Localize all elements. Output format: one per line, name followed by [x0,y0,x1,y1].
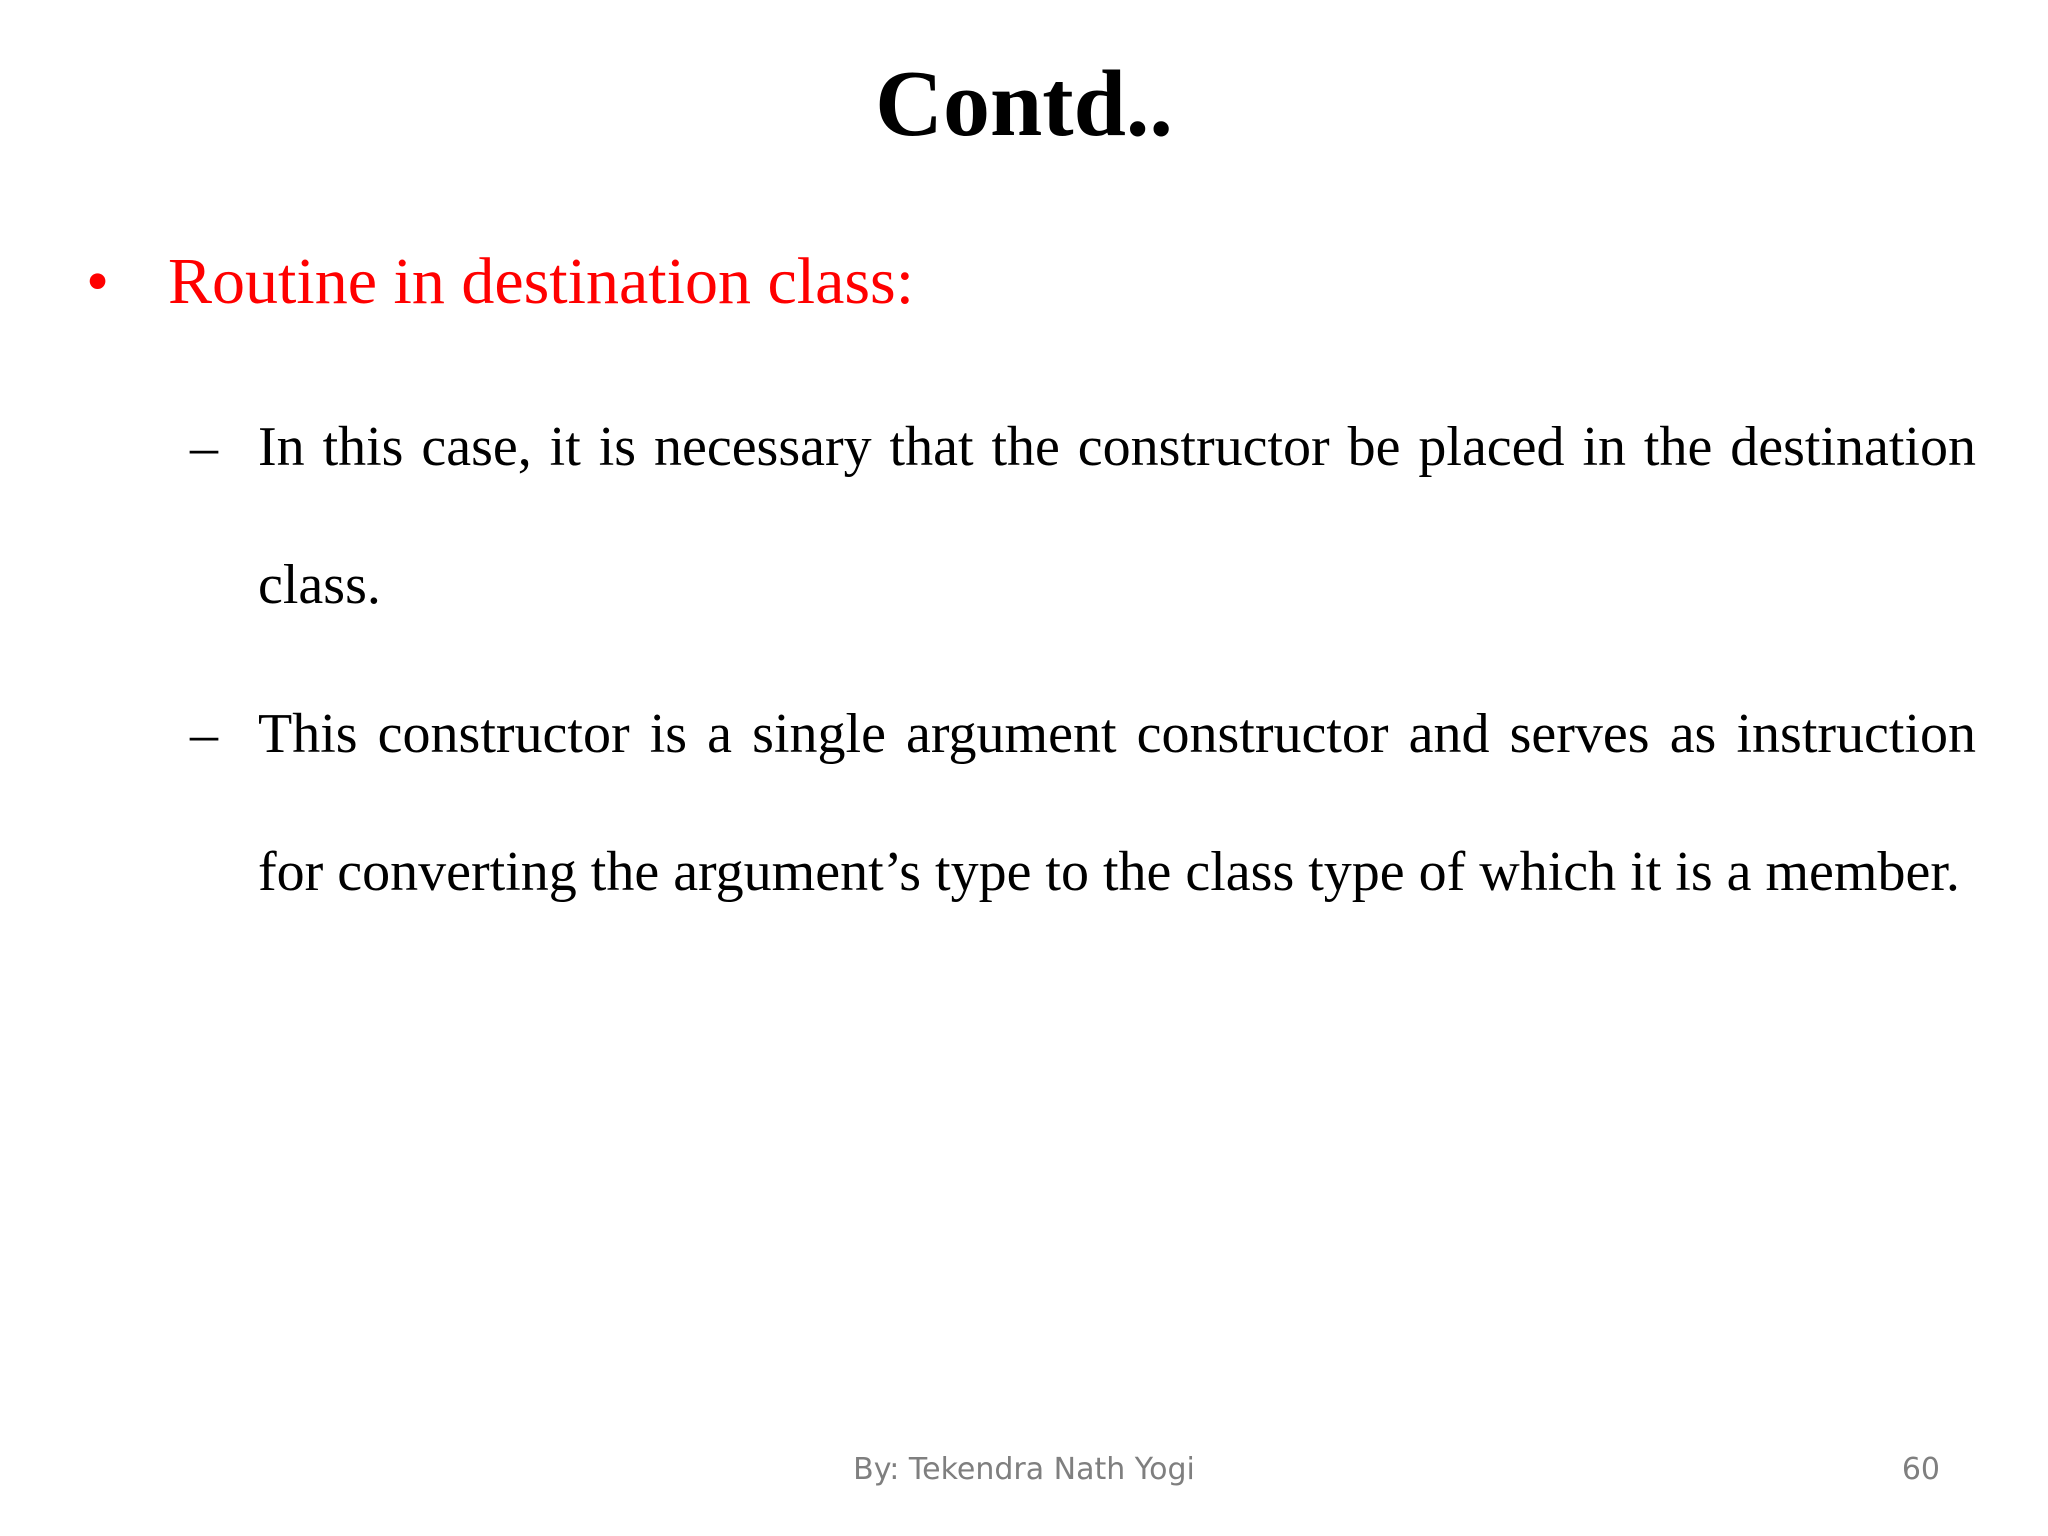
sub-item-text: In this case, it is necessary that the constructor be placed in the destination class. [258,416,1976,616]
sub-item [190,378,1976,654]
bullet-text: Routine in destination class: [168,245,915,318]
page-number: 60 [1901,1452,1940,1487]
sub-item [190,665,1976,941]
bullet-marker: • [86,245,110,318]
footer-author: By: Tekendra Nath Yogi [853,1452,1195,1487]
sub-item-text: This constructor is a single argument constructor and serves as instruction for converting the argument’s type to the class type of which it is a member. [258,703,1976,903]
dash-marker: – [190,416,218,478]
slide-title: Contd.. [875,52,1173,156]
dash-marker: – [190,703,218,765]
